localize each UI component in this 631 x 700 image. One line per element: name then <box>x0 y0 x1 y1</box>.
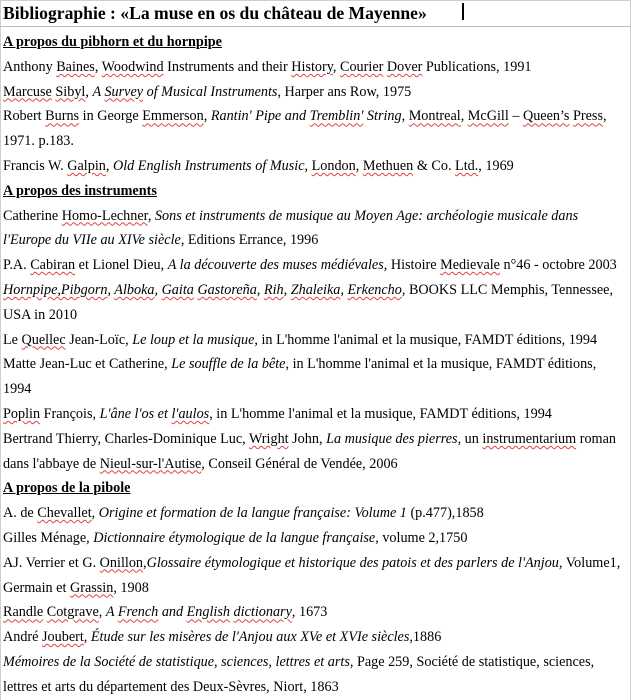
entry-text-segment: instrumentarium <box>482 430 577 447</box>
entry-title-segment: l'aulos <box>171 405 210 422</box>
entry-text-segment: , <box>332 58 340 75</box>
entry-title-segment: Zhaleika <box>290 281 341 298</box>
entry-title-segment: Alboka <box>114 281 155 298</box>
entry-text-segment: Matte Jean-Luc et Catherine, <box>3 356 172 373</box>
entry-title-segment: Rih <box>263 281 284 298</box>
entry-text-segment: François, <box>40 405 100 422</box>
entry-title-segment: Étude sur les misères de l'Anjou aux XVe et XVIe siècles, <box>90 629 413 646</box>
entry-title-segment: Tremblin' <box>309 108 364 125</box>
entry-text-segment: , <box>105 157 113 174</box>
entry-text-segment: Francis W. <box>3 157 68 174</box>
entry-title-segment: Old English Instruments of Music, <box>112 157 309 174</box>
entry-text-segment: London <box>311 157 356 174</box>
entry-text-segment: Chevallet <box>37 505 92 522</box>
entry-text-segment: A. de <box>3 505 38 522</box>
entry-text-segment: Grassin <box>69 579 114 596</box>
bibliography-entry <box>3 625 621 650</box>
entry-text-segment: Queen’s <box>522 108 570 125</box>
entry-text-segment: Robert <box>3 108 46 125</box>
entry-text-segment: , in L'homme l'animal et la musique, FAMDT éditions, 1994 <box>3 356 597 398</box>
entry-text-segment: , Harper ans Row, 1975 <box>277 83 412 100</box>
entry-title-segment: of Musical Instruments <box>143 83 278 100</box>
entry-text-segment: Onillon <box>99 554 144 571</box>
entry-title-segment: Hornpipe,Pibgorn <box>3 281 108 298</box>
entry-title-segment: English <box>186 604 230 621</box>
entry-text-segment: Instruments and their <box>163 58 292 75</box>
entry-text-segment: , <box>91 505 99 522</box>
entry-title-segment: , <box>107 281 115 298</box>
bibliography-entry <box>3 551 621 601</box>
entry-text-segment: Sibyl <box>55 83 86 100</box>
entry-text-segment: AJ. Verrier et G. <box>3 554 100 571</box>
entry-text-segment: Cabiran <box>30 257 76 274</box>
entry-title-segment: Dictionnaire étymologique de la langue française <box>93 529 376 546</box>
entry-text-segment: Cotgrave <box>46 604 99 621</box>
section-heading: A propos des instruments <box>3 182 157 199</box>
entry-text-segment: , 1673 <box>291 604 328 621</box>
entry-text-segment: , in L'homme l'animal et la musique, FAMDT éditions, 1994 <box>209 405 552 422</box>
bibliography-entry <box>3 154 621 179</box>
entry-text-segment: André <box>3 629 43 646</box>
entry-text-segment: – <box>508 108 523 125</box>
entry-text-segment: Volume1, Germain et <box>3 554 621 596</box>
entry-text-segment: , <box>203 108 211 125</box>
entry-title-segment: Sons et instruments de musique au Moyen Age: archéologie musicale dans l'Europe du VIIe au XIVe siècle <box>3 207 579 249</box>
entry-title-segment: La musique des pierres <box>326 430 458 447</box>
document-title[interactable]: Bibliographie : «La muse en os du château de Mayenne» <box>3 3 427 23</box>
entry-title-segment: Origine et formation de la langue française: Volume 1 <box>98 505 407 522</box>
entry-text-segment: , <box>147 207 155 224</box>
entry-title-segment: String <box>363 108 402 125</box>
entry-text-segment: Histoire <box>387 257 441 274</box>
entry-text-segment: , <box>460 108 468 125</box>
bibliography-entry <box>3 526 621 551</box>
bibliography-content[interactable] <box>3 30 621 700</box>
entry-title-segment: and <box>158 604 187 621</box>
bibliography-entry <box>3 352 621 402</box>
entry-text-segment: Press <box>573 108 603 125</box>
bibliography-entry <box>3 402 621 427</box>
entry-title-segment: Survey <box>104 83 144 100</box>
entry-text-segment: , <box>83 629 91 646</box>
entry-text-segment: McGill <box>467 108 509 125</box>
section-heading: A propos de la pibole <box>3 480 131 497</box>
bibliography-entry <box>3 600 621 625</box>
entry-text-segment: , 1908 <box>113 579 149 596</box>
entry-text-segment: , <box>98 604 106 621</box>
entry-text-segment: John, <box>288 430 327 447</box>
entry-text-segment: , Conseil Général de Vendée, 2006 <box>201 455 398 472</box>
entry-text-segment: Homo-Lechner <box>61 207 148 224</box>
entry-title-segment: Le loup et la musique <box>132 331 255 348</box>
entry-text-segment: Emmerson <box>142 108 204 125</box>
entry-title-segment: A <box>105 604 118 621</box>
entry-text-segment: Baines <box>56 58 95 75</box>
entry-text-segment: , <box>401 108 409 125</box>
bibliography-entry <box>3 501 621 526</box>
entry-text-segment: in George <box>79 108 143 125</box>
entry-text-segment: Nieul-sur-l'Autise <box>99 455 202 472</box>
entry-title-segment: , <box>154 281 162 298</box>
entry-text-segment: , Page 259, Société de statistique, sciences, lettres et arts du département des Deux-Sèvres, Niort, 1863 <box>3 653 595 695</box>
entry-text-segment: Quellec <box>21 331 66 348</box>
section-heading: A propos du pibhorn et du hornpipe <box>3 34 222 50</box>
entry-title-segment: , <box>340 281 348 298</box>
entry-text-segment: Poplin <box>3 405 41 422</box>
entry-title-segment: Gaita <box>161 281 194 298</box>
bibliography-entry <box>3 80 621 105</box>
bibliography-entry <box>3 278 621 328</box>
entry-text-segment: (p.477),1858 <box>406 505 484 522</box>
entry-text-segment: , volume 2,1750 <box>375 529 468 546</box>
entry-text-segment: P.A. <box>3 257 31 274</box>
entry-title-segment: Erkencho <box>347 281 402 298</box>
entry-text-segment: Gilles Ménage, <box>3 529 94 546</box>
entry-text-segment: Anthony <box>3 58 57 75</box>
entry-title-segment: Le souffle de la bête <box>171 356 286 373</box>
entry-title-segment: , <box>283 281 291 298</box>
entry-text-segment: , Editions Errance, 1996 <box>180 232 319 249</box>
entry-text-segment: , in L'homme l'animal et la musique, FAMDT éditions, 1994 <box>254 331 598 348</box>
entry-title-segment: Glossaire étymologique et historique des patois et des parlers de l'Anjou, <box>146 554 563 571</box>
bibliography-entry <box>3 253 621 278</box>
bibliography-entry <box>3 55 621 80</box>
entry-title-segment: L'âne l'os et <box>99 405 172 422</box>
entry-text-segment: Courier <box>340 58 384 75</box>
entry-text-segment: Catherine <box>3 207 62 224</box>
entry-text-segment: Woodwind <box>101 58 164 75</box>
entry-text-segment: , 1969 <box>478 157 514 174</box>
entry-text-segment: Publications, 1991 <box>422 58 532 75</box>
entry-text-segment: Marcuse <box>3 83 52 100</box>
entry-title-segment: , <box>256 281 264 298</box>
entry-text-segment: , un <box>457 430 483 447</box>
entry-text-segment: , <box>94 58 102 75</box>
entry-text-segment: , BOOKS LLC Memphis, Tennessee, USA in 2010 <box>3 281 613 323</box>
page-border-top <box>0 0 631 1</box>
entry-text-segment: Wright <box>248 430 289 447</box>
page-border-left <box>0 0 1 700</box>
entry-title-segment: French <box>117 604 159 621</box>
entry-text-segment: Le <box>3 331 22 348</box>
entry-text-segment: Randle <box>3 604 44 621</box>
entry-text-segment: , 1971. p.183. <box>3 108 607 150</box>
entry-text-segment: roman dans l'abbaye de <box>3 430 616 472</box>
entry-text-segment: , <box>355 157 363 174</box>
bibliography-entry <box>3 328 621 353</box>
entry-title-segment: Mémoires de la Société de statistique, sciences, lettres et arts <box>3 653 350 670</box>
entry-text-segment: et Lionel Dieu, <box>75 257 168 274</box>
bibliography-entry <box>3 204 621 254</box>
entry-text-segment: Ltd. <box>455 157 479 174</box>
entry-text-segment: Jean-Loïc, <box>65 331 133 348</box>
entry-text-segment: Dover <box>386 58 423 75</box>
entry-text-segment: History <box>291 58 333 75</box>
entry-text-segment: & Co. <box>413 157 456 174</box>
entry-text-segment: , <box>85 83 93 100</box>
entry-text-segment: Bertrand Thierry, Charles-Dominique Luc, <box>3 430 249 447</box>
entry-title-segment: A la découverte des muses médiévales, <box>167 257 388 274</box>
entry-text-segment: Burns <box>45 108 80 125</box>
bibliography-entry <box>3 650 621 700</box>
entry-text-segment: Galpin <box>67 157 106 174</box>
entry-text-segment: n°46 - octobre 2003 <box>499 257 617 274</box>
bibliography-entry <box>3 104 621 154</box>
bibliography-entry <box>3 427 621 477</box>
entry-text-segment: 1886 <box>412 629 442 646</box>
entry-text-segment: Medievale <box>440 257 500 274</box>
entry-text-segment: , <box>143 554 147 571</box>
entry-text-segment: Methuen <box>362 157 414 174</box>
entry-title-segment: A <box>92 83 105 100</box>
entry-title-segment: Rantin' Pipe and <box>210 108 310 125</box>
text-cursor <box>462 3 464 20</box>
entry-text-segment: Montreal <box>408 108 461 125</box>
title-divider <box>0 26 631 27</box>
entry-title-segment: dictionary <box>233 604 292 621</box>
entry-text-segment: Joubert <box>42 629 84 646</box>
entry-title-segment: Gastoreña <box>197 281 257 298</box>
